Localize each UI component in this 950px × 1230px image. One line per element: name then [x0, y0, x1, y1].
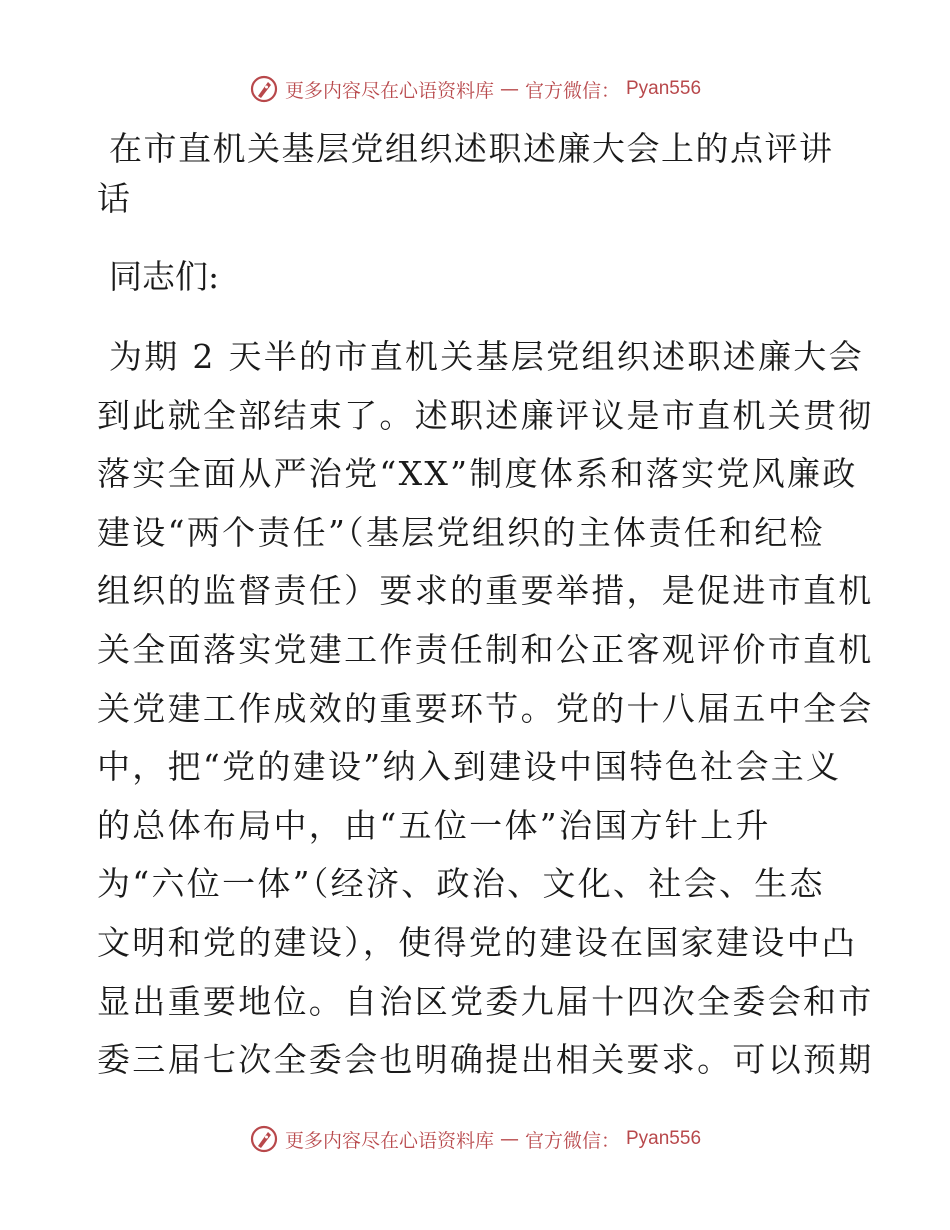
document-title: 在市直机关基层党组织述职述廉大会上的点评讲 — [109, 129, 834, 168]
body-paragraph — [97, 328, 874, 1090]
paragraph-line: 落实全面从严治党“XX”制度体系和落实党风廉政 — [97, 454, 858, 494]
pen-nib-logo-icon — [249, 74, 279, 104]
watermark-suffix: 官方微信： — [524, 79, 620, 102]
paragraph-line: 关全面落实党建工作责任制和公正客观评价市直机 — [97, 629, 874, 669]
paragraph-line: 中，把“党的建设”纳入到建设中国特色社会主义 — [97, 747, 842, 787]
watermark-text: 更多内容尽在心语资料库 — [284, 1129, 494, 1152]
document-title-continuation: 话 — [97, 179, 130, 218]
paragraph-line: 为期 2 天半的市直机关基层党组织述职述廉大会 — [109, 337, 864, 376]
document-body — [97, 124, 874, 1090]
paragraph-line: 关党建工作成效的重要环节。党的十八届五中全会 — [97, 688, 874, 728]
paragraph-line: 为“六位一体”（经济、政治、文化、社会、生态 — [97, 864, 825, 904]
paragraph-line: 的总体布局中，由“五位一体”治国方针上升 — [97, 805, 771, 845]
watermark-account: Pyan556 — [626, 1128, 702, 1149]
paragraph-line: 委三届七次全委会也明确提出相关要求。可以预期 — [97, 1040, 874, 1080]
paragraph-line: 到此就全部结束了。述职述廉评议是市直机关贯彻 — [97, 395, 874, 435]
watermark-text: 更多内容尽在心语资料库 — [284, 79, 494, 102]
paragraph-line: 显出重要地位。自治区党委九届十四次全委会和市 — [97, 981, 874, 1021]
watermark-suffix: 官方微信： — [524, 1129, 620, 1152]
paragraph-line: 组织的监督责任）要求的重要举措，是促进市直机 — [97, 571, 874, 611]
greeting: 同志们: — [109, 257, 220, 296]
pen-nib-logo-icon — [249, 1124, 279, 1154]
header-watermark — [0, 74, 950, 104]
footer-watermark — [0, 1124, 950, 1154]
watermark-separator: — — [499, 1128, 519, 1150]
paragraph-line: 文明和党的建设），使得党的建设在国家建设中凸 — [97, 922, 858, 962]
watermark-separator: — — [499, 78, 519, 100]
watermark-account: Pyan556 — [626, 78, 702, 99]
paragraph-line: 建设“两个责任”（基层党组织的主体责任和纪检 — [97, 512, 825, 552]
